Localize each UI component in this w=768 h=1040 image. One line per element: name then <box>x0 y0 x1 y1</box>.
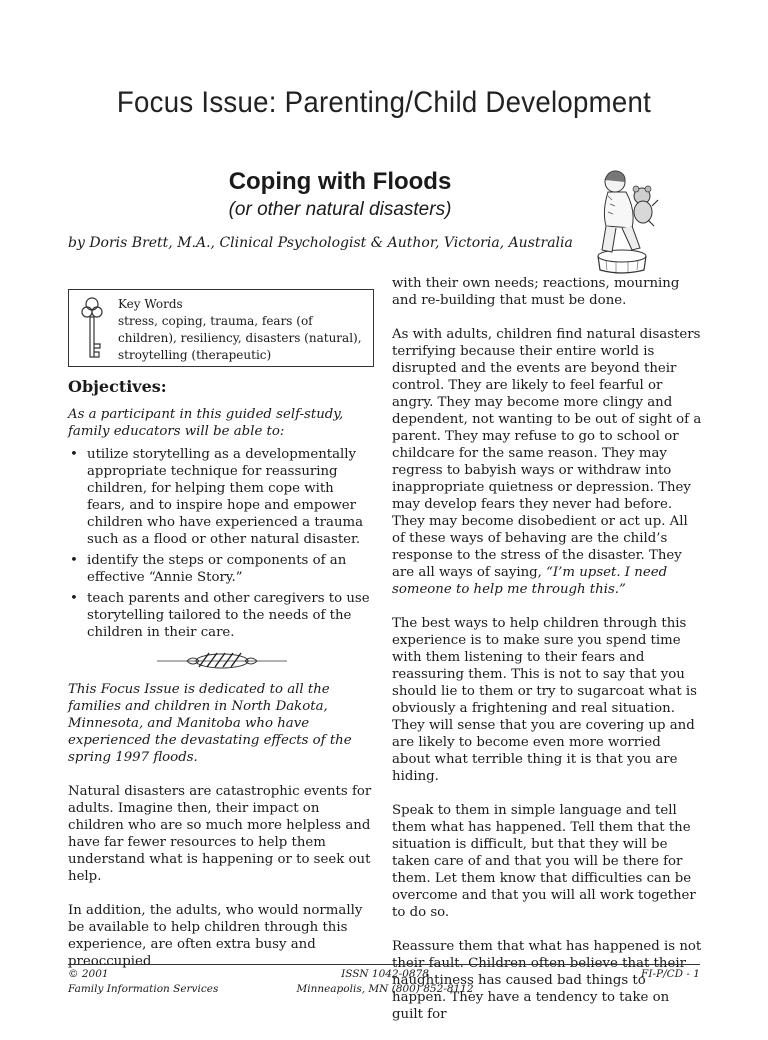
body-paragraph-text: As with adults, children find natural disasters terrifying because their entire world is disrupted and the events are beyond their control. They are likely to feel fearful or angry. They may become more clingy and dependent, not wanting to be out of sight of a parent. They may refuse to go to school or childcare for the same reason. They may regress to babyish ways or withdraw into inappropriate quietness or depression. They may develop fears they never had before. They may become disobedient or act up. All of these ways of behaving are the child’s response to the stress of the disaster. They are all ways of saying, <box>392 327 702 580</box>
footer-copyright: © 2001 <box>68 968 109 980</box>
keywords-terms: stress, coping, trauma, fears (of children), resiliency, disasters (natural), stroytelling (therapeutic) <box>118 314 362 362</box>
body-paragraph: In addition, the adults, who would normally be available to help children through this experience, are often extra busy and preoccupied <box>68 903 363 969</box>
dedication-paragraph: This Focus Issue is dedicated to all the families and children in North Dakota, Minnesota, and Manitoba who have experienced the devastating effects of the spring 1997 floods. <box>68 682 352 765</box>
child-quote: “I’m upset. I need someone to help me through this.” <box>392 565 668 597</box>
footer-left <box>68 967 218 997</box>
left-column <box>68 378 376 987</box>
footer-contact: Minneapolis, MN (800) 852-8112 <box>296 983 474 995</box>
footer-divider <box>68 964 700 965</box>
divider-ornament <box>157 649 287 673</box>
objective-item: • teach parents and other caregivers to use storytelling tailored to the needs of the children in their care. <box>68 590 376 641</box>
article-subtitle: (or other natural disasters) <box>228 199 452 220</box>
body-paragraph: Reassure them that what has happened is not their fault. Children often believe that their naughtiness has caused bad things to happen. They have a tendency to take on guilt for <box>392 939 702 1022</box>
footer-issn: ISSN 1042-0878 <box>341 968 429 980</box>
keywords-heading: Key Words <box>118 297 183 311</box>
right-column <box>392 275 702 1040</box>
focus-issue-title: Focus Issue: Parenting/Child Development <box>116 86 652 119</box>
child-with-teddy-bear-illustration <box>582 166 682 276</box>
objectives-intro: As a participant in this guided self-study, family educators will be able to: <box>68 407 344 439</box>
body-paragraph: Natural disasters are catastrophic events for adults. Imagine then, their impact on children who are so much more helpless and have far fewer resources to help them understand what is happening or to seek out help. <box>68 784 372 884</box>
objectives-heading: Objectives: <box>68 377 167 396</box>
body-paragraph <box>392 326 702 598</box>
objective-item: • utilize storytelling as a developmentally appropriate technique for reassuring children, for helping them cope with fears, and to inspire hope and empower children who have experienced a trauma such as a flood or other natural disaster. <box>68 446 376 548</box>
body-paragraph: The best ways to help children through this experience is to make sure you spend time with them listening to their fears and reassuring them. This is not to say that you should lie to them or try to sugarcoat what is obviously a frightening and real situation. They will sense that you are covering up and are likely to become even more worried about what terrible thing it is that you are hiding. <box>392 616 697 784</box>
objectives-list <box>68 446 376 641</box>
objective-item: • identify the steps or components of an effective “Annie Story.” <box>68 552 376 586</box>
body-paragraph: Speak to them in simple language and tell them what has happened. Tell them that the situation is difficult, but that they will be taken care of and that you will be there for them. Let them know that difficulties can be overcome and that you will all work together to do so. <box>392 803 696 920</box>
footer-publisher: Family Information Services <box>68 983 219 995</box>
byline: by Doris Brett, M.A., Clinical Psychologist & Author, Victoria, Australia <box>68 235 573 251</box>
article-title: Coping with Floods <box>228 168 452 195</box>
keywords-text <box>118 296 368 364</box>
key-icon <box>79 296 105 362</box>
keywords-box <box>68 289 374 367</box>
body-paragraph: with their own needs; reactions, mourning and re-building that must be done. <box>392 276 680 308</box>
footer-page-id: FI-P/CD - 1 <box>641 968 700 980</box>
footer-center <box>270 967 500 997</box>
